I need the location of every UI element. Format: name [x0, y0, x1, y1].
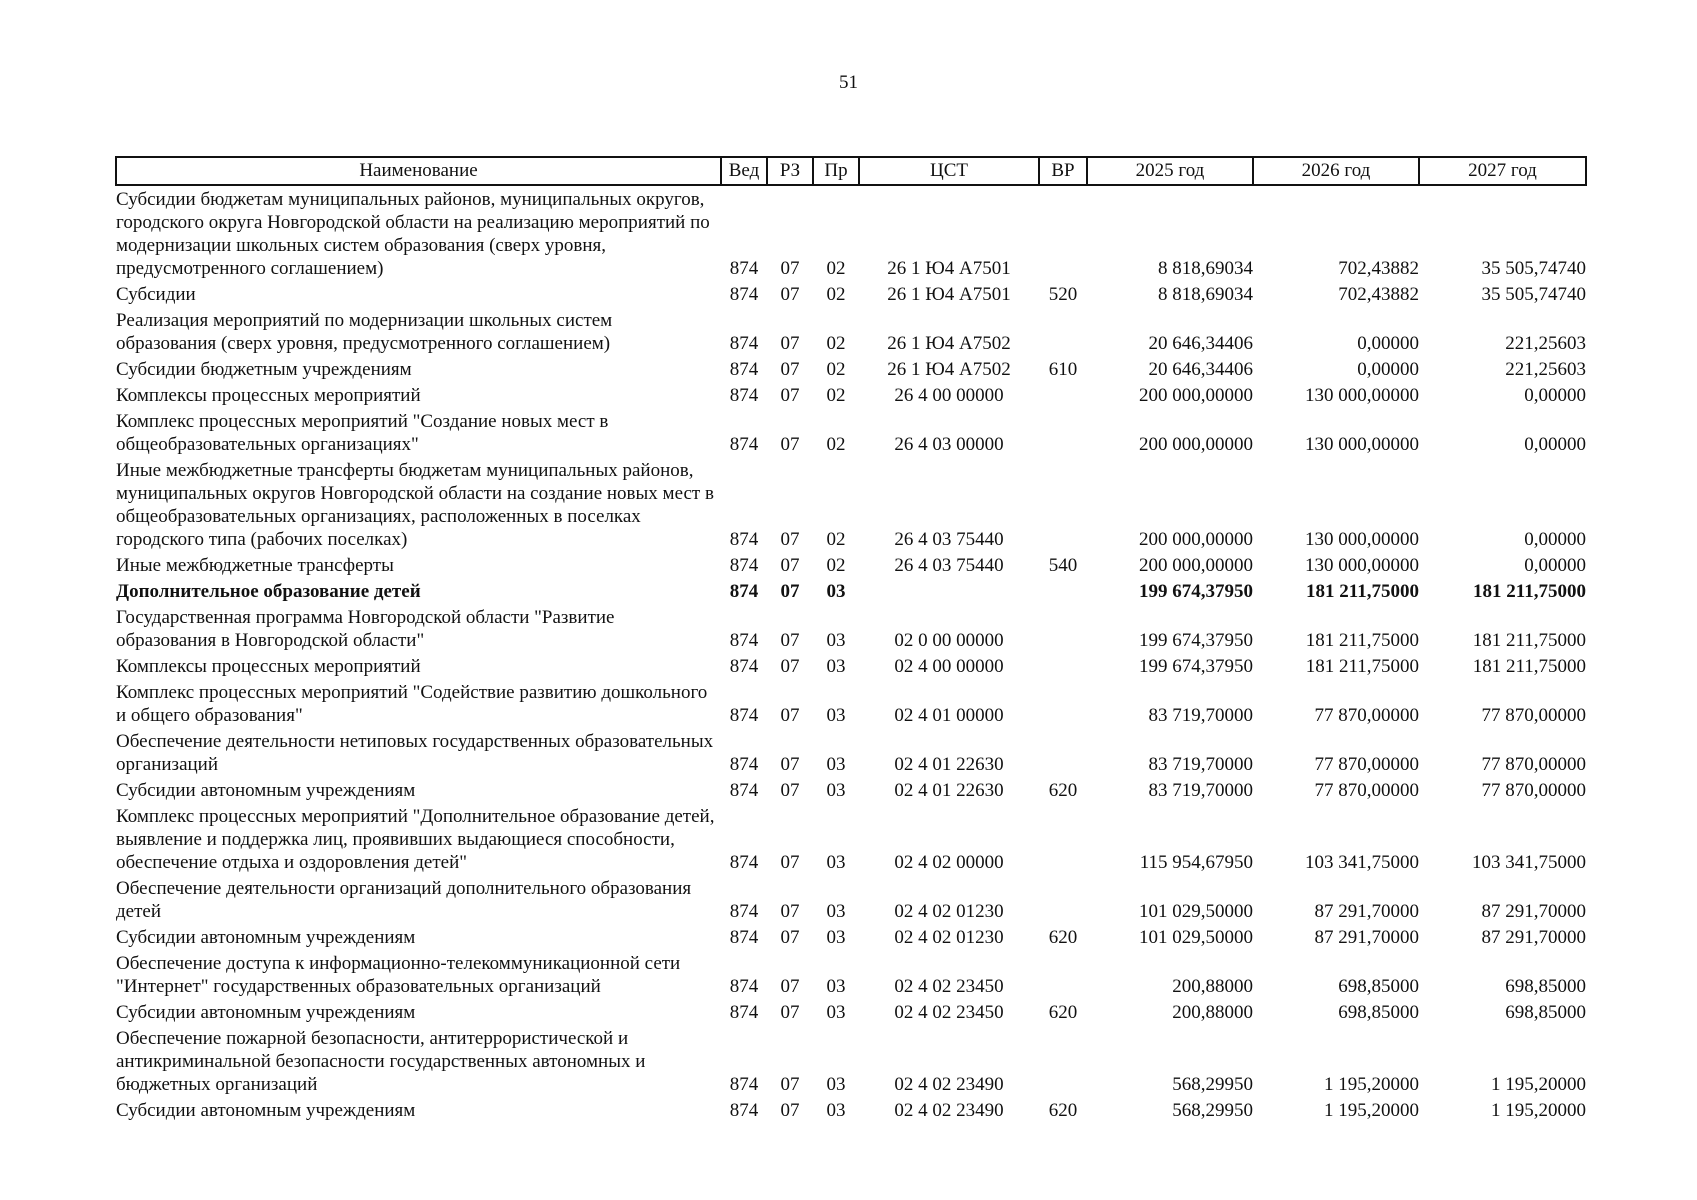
header-pr: Пр	[813, 157, 859, 185]
row-vr: 620	[1048, 927, 1078, 948]
row-pr: 03	[826, 901, 846, 922]
page-number: 51	[839, 72, 858, 93]
row-cst: 02 4 01 22630	[894, 780, 1004, 801]
row-rz: 07	[780, 258, 800, 279]
row-cst: 02 4 02 23450	[894, 1002, 1004, 1023]
row-pr: 02	[826, 555, 846, 576]
row-ved: 874	[729, 581, 759, 602]
row-pr: 03	[826, 1002, 846, 1023]
row-ved: 874	[729, 284, 759, 305]
row-vr	[1039, 802, 1087, 874]
row-vr	[1039, 949, 1087, 998]
row-ved: 874	[729, 555, 759, 576]
row-cst: 02 4 02 23490	[894, 1100, 1004, 1121]
table-row	[116, 407, 1586, 456]
row-2025: 568,29950	[1172, 1100, 1253, 1121]
row-2027: 1 195,20000	[1491, 1100, 1586, 1121]
row-2027: 77 870,00000	[1481, 780, 1586, 801]
row-2026: 77 870,00000	[1314, 705, 1419, 726]
row-2026: 77 870,00000	[1314, 754, 1419, 775]
row-rz: 07	[780, 333, 800, 354]
row-name: Обеспечение пожарной безопасности, антитеррористической и антикриминальной безопасности государственных автономных и бюджетных организаций	[116, 1028, 646, 1095]
row-vr	[1039, 577, 1087, 603]
row-vr	[1039, 185, 1087, 280]
row-2026: 181 211,75000	[1305, 656, 1419, 677]
row-vr	[1039, 456, 1087, 551]
row-ved: 874	[729, 385, 759, 406]
row-cst: 02 0 00 00000	[894, 630, 1004, 651]
row-vr	[1039, 874, 1087, 923]
row-name: Государственная программа Новгородской области "Развитие образования в Новгородской области"	[116, 607, 615, 651]
row-ved: 874	[729, 630, 759, 651]
row-pr: 03	[826, 656, 846, 677]
row-name: Обеспечение деятельности нетиповых государственных образовательных организаций	[116, 731, 714, 775]
row-cst: 26 4 03 75440	[894, 529, 1004, 550]
row-2025: 8 818,69034	[1158, 258, 1253, 279]
row-ved: 874	[729, 1100, 759, 1121]
row-pr: 03	[826, 780, 846, 801]
header-vr: ВР	[1039, 157, 1087, 185]
row-cst: 02 4 02 01230	[894, 927, 1004, 948]
row-rz: 07	[780, 385, 800, 406]
row-vr: 520	[1048, 284, 1078, 305]
row-ved: 874	[729, 705, 759, 726]
row-2026: 698,85000	[1338, 1002, 1419, 1023]
table-row	[116, 280, 1586, 306]
row-cst: 26 1 Ю4 А7501	[887, 284, 1011, 305]
row-rz: 07	[780, 529, 800, 550]
table-row	[116, 577, 1586, 603]
row-rz: 07	[780, 581, 800, 602]
row-rz: 07	[780, 656, 800, 677]
table-row	[116, 874, 1586, 923]
row-2026: 702,43882	[1338, 258, 1419, 279]
row-cst: 02 4 02 01230	[894, 901, 1004, 922]
row-2026: 130 000,00000	[1305, 434, 1419, 455]
row-name: Комплексы процессных мероприятий	[116, 656, 421, 677]
row-pr: 02	[826, 385, 846, 406]
header-cst: ЦСТ	[859, 157, 1039, 185]
row-name: Реализация мероприятий по модернизации школьных систем образования (сверх уровня, предусмотренного соглашением)	[116, 310, 613, 354]
row-rz: 07	[780, 927, 800, 948]
row-vr: 620	[1048, 1100, 1078, 1121]
row-2026: 103 341,75000	[1305, 852, 1419, 873]
table-row	[116, 1096, 1586, 1122]
row-pr: 02	[826, 284, 846, 305]
row-name: Субсидии автономным учреждениям	[116, 1002, 416, 1023]
row-name: Субсидии автономным учреждениям	[116, 780, 416, 801]
row-2027: 0,00000	[1524, 385, 1586, 406]
row-2027: 35 505,74740	[1481, 258, 1586, 279]
row-name: Субсидии бюджетным учреждениям	[116, 359, 412, 380]
row-cst: 02 4 00 00000	[894, 656, 1004, 677]
row-cst: 02 4 01 22630	[894, 754, 1004, 775]
row-2025: 568,29950	[1172, 1074, 1253, 1095]
row-name: Субсидии бюджетам муниципальных районов, муниципальных округов, городского округа Новгородской области на реализацию мероприятий по модернизации школьных систем образования (сверх уровня, предусмотренного соглашением)	[116, 189, 710, 279]
row-2025: 83 719,70000	[1148, 754, 1253, 775]
row-2027: 77 870,00000	[1481, 754, 1586, 775]
row-vr	[1039, 727, 1087, 776]
row-2026: 1 195,20000	[1324, 1074, 1419, 1095]
row-2027: 0,00000	[1524, 529, 1586, 550]
row-name: Дополнительное образование детей	[116, 581, 421, 602]
row-2025: 200 000,00000	[1139, 555, 1253, 576]
table-row	[116, 306, 1586, 355]
row-rz: 07	[780, 1074, 800, 1095]
row-2026: 130 000,00000	[1305, 385, 1419, 406]
row-rz: 07	[780, 976, 800, 997]
row-vr	[1039, 381, 1087, 407]
row-name: Обеспечение деятельности организаций дополнительного образования детей	[116, 878, 692, 922]
row-ved: 874	[729, 258, 759, 279]
row-name: Субсидии	[116, 284, 196, 305]
row-name: Субсидии автономным учреждениям	[116, 1100, 416, 1121]
row-vr	[1039, 306, 1087, 355]
row-ved: 874	[729, 529, 759, 550]
row-rz: 07	[780, 1002, 800, 1023]
row-2027: 181 211,75000	[1473, 581, 1586, 602]
row-pr: 03	[826, 754, 846, 775]
row-pr: 03	[826, 852, 846, 873]
row-cst: 26 1 Ю4 А7502	[887, 333, 1011, 354]
row-2027: 181 211,75000	[1472, 630, 1586, 651]
row-ved: 874	[729, 754, 759, 775]
row-ved: 874	[729, 780, 759, 801]
row-2025: 101 029,50000	[1139, 927, 1253, 948]
row-pr: 02	[826, 359, 846, 380]
row-2026: 87 291,70000	[1314, 927, 1419, 948]
row-2027: 1 195,20000	[1491, 1074, 1586, 1095]
header-2026: 2026 год	[1253, 157, 1419, 185]
row-vr	[1039, 1024, 1087, 1096]
table-row	[116, 678, 1586, 727]
header-name: Наименование	[116, 157, 721, 185]
row-2026: 181 211,75000	[1305, 630, 1419, 651]
table-row	[116, 456, 1586, 551]
row-2025: 200 000,00000	[1139, 434, 1253, 455]
table-row	[116, 603, 1586, 652]
row-2025: 83 719,70000	[1148, 705, 1253, 726]
row-2026: 87 291,70000	[1314, 901, 1419, 922]
row-name: Обеспечение доступа к информационно-телекоммуникационной сети "Интернет" государственных образовательных организаций	[116, 953, 681, 997]
row-ved: 874	[729, 656, 759, 677]
row-2025: 199 674,37950	[1139, 630, 1253, 651]
row-2027: 698,85000	[1505, 1002, 1586, 1023]
header-ved: Вед	[721, 157, 767, 185]
table-row	[116, 949, 1586, 998]
row-name: Комплекс процессных мероприятий "Дополнительное образование детей, выявление и поддержка лиц, проявивших выдающиеся способности, обеспечение отдыха и оздоровления детей"	[116, 806, 715, 873]
budget-table	[115, 156, 1587, 1122]
row-2026: 0,00000	[1357, 333, 1419, 354]
row-2026: 130 000,00000	[1305, 555, 1419, 576]
table-row	[116, 551, 1586, 577]
row-vr: 610	[1048, 359, 1078, 380]
row-rz: 07	[780, 555, 800, 576]
header-2025: 2025 год	[1087, 157, 1253, 185]
table-row	[116, 1024, 1586, 1096]
row-2026: 181 211,75000	[1306, 581, 1419, 602]
row-ved: 874	[729, 359, 759, 380]
row-cst: 26 4 03 75440	[894, 555, 1004, 576]
row-cst: 02 4 01 00000	[894, 705, 1004, 726]
header-rz: РЗ	[767, 157, 813, 185]
row-ved: 874	[729, 901, 759, 922]
row-rz: 07	[780, 705, 800, 726]
row-2025: 200 000,00000	[1139, 529, 1253, 550]
row-name: Комплекс процессных мероприятий "Содействие развитию дошкольного и общего образования"	[116, 682, 708, 726]
row-pr: 03	[826, 630, 846, 651]
table-row	[116, 998, 1586, 1024]
row-2027: 221,25603	[1505, 359, 1586, 380]
table-row	[116, 727, 1586, 776]
row-pr: 03	[826, 581, 846, 602]
row-2025: 101 029,50000	[1139, 901, 1253, 922]
row-name: Комплексы процессных мероприятий	[116, 385, 421, 406]
row-pr: 02	[826, 258, 846, 279]
header-2027: 2027 год	[1419, 157, 1586, 185]
row-2027: 221,25603	[1505, 333, 1586, 354]
row-2026: 698,85000	[1338, 976, 1419, 997]
row-pr: 03	[826, 927, 846, 948]
row-2025: 200 000,00000	[1139, 385, 1253, 406]
row-vr: 540	[1048, 555, 1078, 576]
row-rz: 07	[780, 434, 800, 455]
row-ved: 874	[729, 1074, 759, 1095]
table-row	[116, 381, 1586, 407]
row-2025: 20 646,34406	[1148, 333, 1253, 354]
row-2026: 1 195,20000	[1324, 1100, 1419, 1121]
table-body	[116, 185, 1586, 1122]
row-2027: 87 291,70000	[1481, 927, 1586, 948]
row-rz: 07	[780, 284, 800, 305]
row-rz: 07	[780, 630, 800, 651]
row-2025: 115 954,67950	[1139, 852, 1253, 873]
row-vr: 620	[1048, 780, 1078, 801]
row-2025: 20 646,34406	[1148, 359, 1253, 380]
row-2027: 87 291,70000	[1481, 901, 1586, 922]
row-name: Иные межбюджетные трансферты бюджетам муниципальных районов, муниципальных округов Новгородской области на создание новых мест в общеобразовательных организациях, расположенных в поселках городского типа (рабочих поселках)	[116, 460, 714, 550]
row-pr: 03	[826, 976, 846, 997]
row-vr: 620	[1048, 1002, 1078, 1023]
table-row	[116, 355, 1586, 381]
row-ved: 874	[729, 976, 759, 997]
row-rz: 07	[780, 359, 800, 380]
row-cst: 26 4 03 00000	[894, 434, 1004, 455]
row-rz: 07	[780, 754, 800, 775]
row-ved: 874	[729, 927, 759, 948]
row-rz: 07	[780, 901, 800, 922]
row-cst: 26 4 00 00000	[894, 385, 1004, 406]
row-2025: 199 674,37950	[1139, 656, 1253, 677]
row-cst: 02 4 02 00000	[894, 852, 1004, 873]
row-pr: 02	[826, 434, 846, 455]
row-vr	[1039, 678, 1087, 727]
row-2027: 0,00000	[1524, 434, 1586, 455]
row-2026: 130 000,00000	[1305, 529, 1419, 550]
row-ved: 874	[729, 333, 759, 354]
row-vr	[1039, 407, 1087, 456]
row-2026: 702,43882	[1338, 284, 1419, 305]
table-row	[116, 776, 1586, 802]
row-ved: 874	[729, 852, 759, 873]
row-2027: 35 505,74740	[1481, 284, 1586, 305]
row-name: Субсидии автономным учреждениям	[116, 927, 416, 948]
row-ved: 874	[729, 1002, 759, 1023]
row-cst: 26 1 Ю4 А7502	[887, 359, 1011, 380]
row-cst: 02 4 02 23490	[894, 1074, 1004, 1095]
row-2025: 199 674,37950	[1139, 581, 1253, 602]
row-pr: 03	[826, 705, 846, 726]
row-cst	[859, 577, 1039, 603]
row-pr: 02	[826, 529, 846, 550]
row-2026: 77 870,00000	[1314, 780, 1419, 801]
table-row	[116, 802, 1586, 874]
row-2027: 181 211,75000	[1472, 656, 1586, 677]
row-vr	[1039, 603, 1087, 652]
table-row	[116, 923, 1586, 949]
row-2025: 200,88000	[1172, 1002, 1253, 1023]
row-2027: 103 341,75000	[1472, 852, 1586, 873]
row-2027: 0,00000	[1524, 555, 1586, 576]
row-vr	[1039, 652, 1087, 678]
row-cst: 02 4 02 23450	[894, 976, 1004, 997]
row-ved: 874	[729, 434, 759, 455]
table-row	[116, 652, 1586, 678]
row-rz: 07	[780, 1100, 800, 1121]
table-row	[116, 185, 1586, 280]
row-2027: 698,85000	[1505, 976, 1586, 997]
row-2026: 0,00000	[1357, 359, 1419, 380]
row-name: Иные межбюджетные трансферты	[116, 555, 394, 576]
row-2025: 8 818,69034	[1158, 284, 1253, 305]
row-rz: 07	[780, 780, 800, 801]
row-2025: 83 719,70000	[1148, 780, 1253, 801]
row-2025: 200,88000	[1172, 976, 1253, 997]
row-pr: 03	[826, 1100, 846, 1121]
row-cst: 26 1 Ю4 А7501	[887, 258, 1011, 279]
row-pr: 02	[826, 333, 846, 354]
row-pr: 03	[826, 1074, 846, 1095]
row-name: Комплекс процессных мероприятий "Создание новых мест в общеобразовательных организациях"	[116, 411, 609, 455]
table-header	[116, 157, 1586, 185]
row-2027: 77 870,00000	[1481, 705, 1586, 726]
row-rz: 07	[780, 852, 800, 873]
